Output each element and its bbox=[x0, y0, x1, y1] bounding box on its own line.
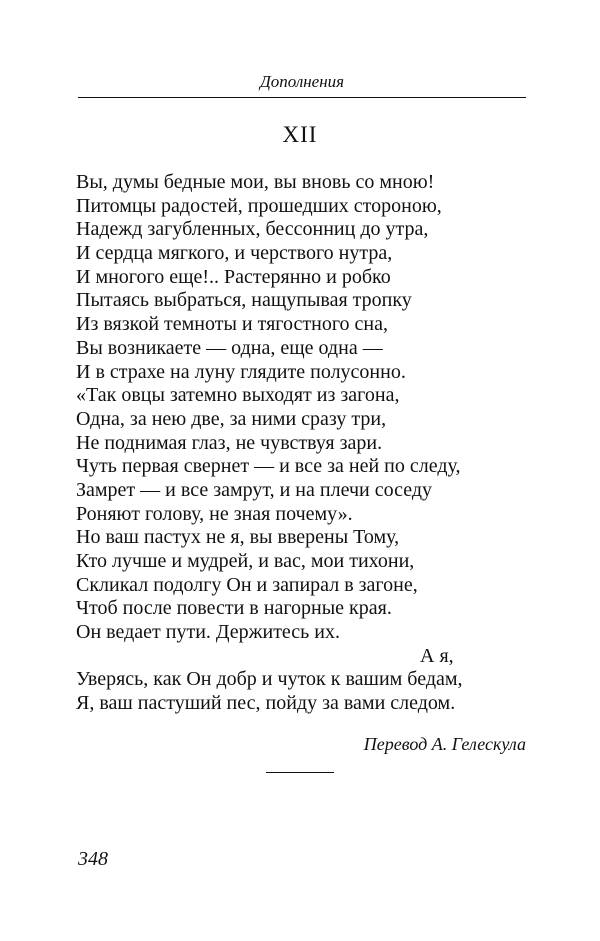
poem-line: Уверясь, как Он добр и чуток к вашим бедам, bbox=[76, 668, 463, 691]
poem-line: Чуть первая свернет — и все за ней по следу, bbox=[76, 455, 461, 478]
poem-line: Я, ваш пастуший пес, пойду за вами следом. bbox=[76, 692, 456, 715]
end-rule bbox=[266, 772, 334, 773]
poem-line: И в страхе на луну глядите полусонно. bbox=[76, 360, 406, 383]
poem-line: Вы возникаете — одна, еще одна — bbox=[76, 336, 383, 359]
section-number: XII bbox=[282, 122, 318, 147]
running-title: Дополнения bbox=[259, 72, 345, 91]
poem-line: «Так овцы затемно выходят из загона, bbox=[76, 384, 400, 407]
poem-line: И многого еще!.. Растерянно и робко bbox=[76, 265, 391, 288]
poem-line: Чтоб после повести в нагорные края. bbox=[76, 597, 392, 620]
poem-line: Питомцы радостей, прошедших стороною, bbox=[76, 194, 442, 217]
poem-line: Одна, за нею две, за ними сразу три, bbox=[76, 407, 387, 430]
page-number: 348 bbox=[78, 848, 108, 870]
translator-credit: Перевод А. Гелескула bbox=[363, 734, 526, 754]
poem-line: И сердца мягкого, и черствого нутра, bbox=[76, 242, 393, 265]
poem-line-continuation: А я, bbox=[420, 644, 454, 667]
poem-line: Но ваш пастух не я, вы вверены Тому, bbox=[76, 526, 400, 549]
poem-line: Он ведает пути. Держитесь их. bbox=[76, 621, 341, 644]
poem-line: Роняют голову, не зная почему». bbox=[76, 502, 353, 525]
poem-line: Кто лучше и мудрей, и вас, мои тихони, bbox=[76, 550, 415, 572]
poem-body bbox=[76, 171, 526, 716]
poem-line: Надежд загубленных, бессонниц до утра, bbox=[76, 218, 429, 241]
poem-line: Замрет — и все замрут, и на плечи соседу bbox=[76, 478, 432, 501]
poem-line: Не поднимая глаз, не чувствуя зари. bbox=[76, 431, 383, 454]
poem-line: Вы, думы бедные мои, вы вновь со мною! bbox=[76, 171, 435, 193]
poem-line: Скликал подолгу Он и запирал в загоне, bbox=[76, 573, 418, 596]
poem-line: Из вязкой темноты и тягостного сна, bbox=[76, 313, 388, 336]
header-rule bbox=[78, 97, 526, 98]
poem-line: Пытаясь выбраться, нащупывая тропку bbox=[76, 289, 412, 312]
